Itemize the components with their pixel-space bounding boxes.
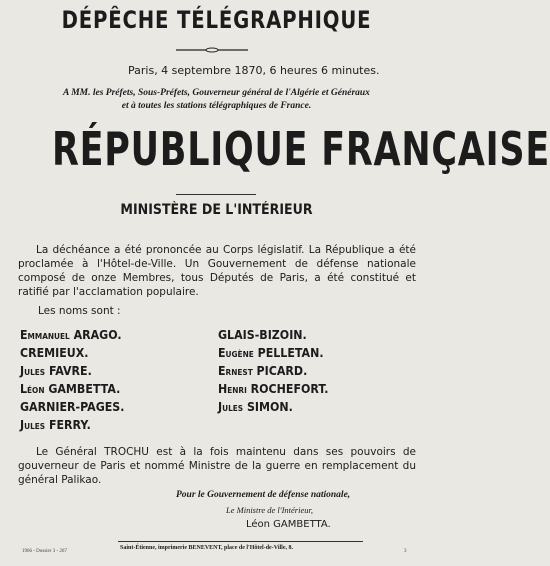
poster-title: DÉPÊCHE TÉLÉGRAPHIQUE xyxy=(61,6,372,34)
member-name: Léon GAMBETTA. xyxy=(20,382,121,396)
dateline: Paris, 4 septembre 1870, 6 heures 6 minutes. xyxy=(128,64,380,77)
member-name: Jules FAVRE. xyxy=(20,364,92,378)
member-name: Jules FERRY. xyxy=(20,418,91,432)
member-name: Emmanuel ARAGO. xyxy=(20,328,122,342)
republic-heading: RÉPUBLIQUE FRANÇAISE xyxy=(51,122,550,176)
archive-mark: 1966 - Dossier 3 - 267 xyxy=(22,549,67,554)
member-name: Jules SIMON. xyxy=(218,400,293,414)
address-line-2: et à toutes les stations télégraphiques de France. xyxy=(121,101,312,111)
page-mark: 3 xyxy=(404,549,407,554)
member-name: Henri ROCHEFORT. xyxy=(218,382,329,396)
member-name: Ernest PICARD. xyxy=(218,364,308,378)
ministry-heading: MINISTÈRE DE L'INTÉRIEUR xyxy=(120,202,313,218)
ornament-divider xyxy=(176,47,248,53)
signature-line-1: Pour le Gouvernement de défense nationale, xyxy=(176,490,351,500)
signature-name: Léon GAMBETTA. xyxy=(246,519,331,530)
footer-rule xyxy=(118,541,363,542)
member-name: Eugène PELLETAN. xyxy=(218,346,324,360)
trochu-paragraph: Le Général TROCHU est à la fois maintenu dans ses pouvoirs de gouverneur de Paris et nommé Ministre de la guerre en remplacement du général Palikao. xyxy=(18,446,416,486)
announcement-paragraph: La déchéance a été prononcée au Corps législatif. La République a été proclamée à l'Hôtel-de-Ville. Un Gouvernement de défense nationale composé de onze Membres, tous Députés de Paris, a été constitué et ratifié par l'acclamation populaire. xyxy=(18,244,416,298)
printer-imprint: Saint-Étienne, imprimerie BENEVENT, place de l'Hôtel-de-Ville, 8. xyxy=(120,545,293,551)
names-label: Les noms sont : xyxy=(38,305,121,317)
member-name: GARNIER-PAGES. xyxy=(20,400,125,414)
divider-rule xyxy=(176,194,256,195)
address-line-1: A MM. les Préfets, Sous-Préfets, Gouverneur général de l'Algérie et Généraux xyxy=(63,88,370,98)
member-name: GLAIS-BIZOIN. xyxy=(218,328,307,342)
member-name: CREMIEUX. xyxy=(20,346,89,360)
signature-line-2: Le Ministre de l'Intérieur, xyxy=(226,505,313,515)
